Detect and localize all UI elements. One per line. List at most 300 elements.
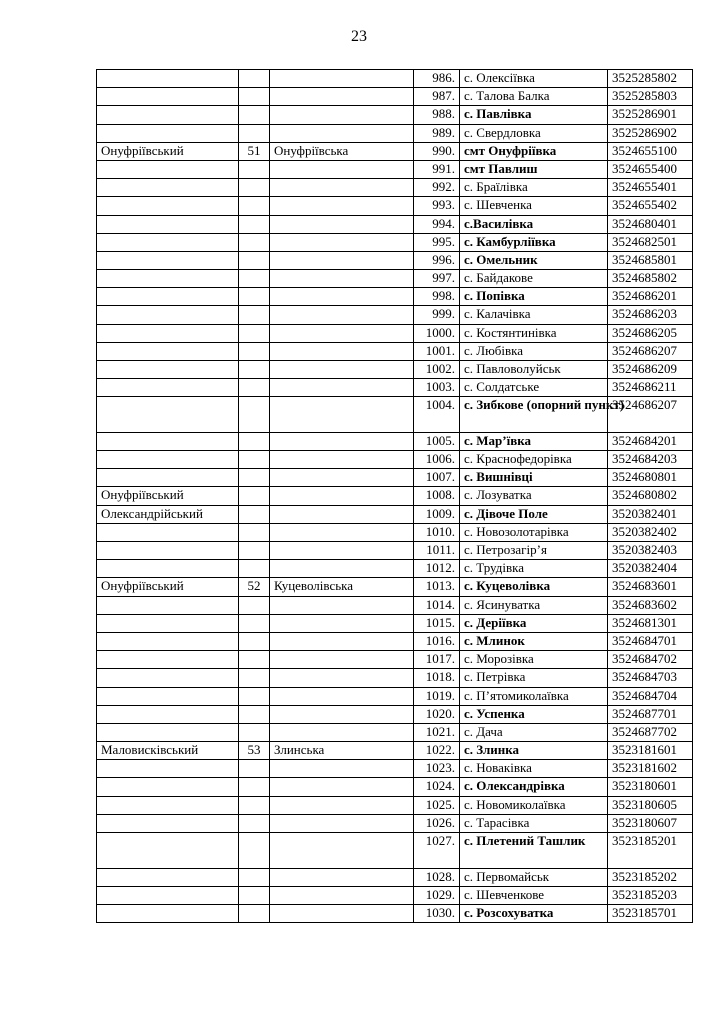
table-row (97, 904, 693, 922)
community-cell (270, 306, 414, 324)
koatuu-code-cell: 3523180605 (608, 796, 693, 814)
community-index-cell (239, 288, 270, 306)
locality-cell: смт Павлиш (460, 160, 608, 178)
community-index-cell (239, 705, 270, 723)
community-index-cell: 53 (239, 742, 270, 760)
district-cell (97, 432, 239, 450)
district-cell: Олександрійський (97, 505, 239, 523)
district-cell (97, 197, 239, 215)
community-cell (270, 251, 414, 269)
koatuu-code-cell: 3524684701 (608, 632, 693, 650)
table-row (97, 542, 693, 560)
row-number-cell: 994. (414, 215, 460, 233)
row-number-cell: 990. (414, 142, 460, 160)
table-row (97, 669, 693, 687)
locality-cell: с. Новомиколаївка (460, 796, 608, 814)
locality-cell: с. Новаківка (460, 760, 608, 778)
community-cell (270, 432, 414, 450)
row-number-cell: 1009. (414, 505, 460, 523)
community-index-cell (239, 760, 270, 778)
community-index-cell (239, 814, 270, 832)
community-cell (270, 469, 414, 487)
table-row (97, 723, 693, 741)
row-number-cell: 1025. (414, 796, 460, 814)
koatuu-code-cell: 3524681301 (608, 614, 693, 632)
table-row (97, 560, 693, 578)
table-body (97, 70, 693, 923)
locality-cell: с. Омельник (460, 251, 608, 269)
community-cell (270, 361, 414, 379)
district-cell (97, 705, 239, 723)
community-cell (270, 814, 414, 832)
koatuu-code-cell: 3524687701 (608, 705, 693, 723)
locality-cell: с. Мар’ївка (460, 432, 608, 450)
community-cell (270, 596, 414, 614)
locality-cell: с. Шевченкове (460, 886, 608, 904)
community-index-cell (239, 687, 270, 705)
community-cell (270, 651, 414, 669)
row-number-cell: 1028. (414, 868, 460, 886)
table-row (97, 288, 693, 306)
row-number-cell: 1014. (414, 596, 460, 614)
district-cell: Маловисківський (97, 742, 239, 760)
row-number-cell: 999. (414, 306, 460, 324)
row-number-cell: 986. (414, 70, 460, 88)
row-number-cell: 1023. (414, 760, 460, 778)
locality-cell: с. Тарасівка (460, 814, 608, 832)
district-cell (97, 270, 239, 288)
table-row (97, 760, 693, 778)
table-row (97, 705, 693, 723)
row-number-cell: 1003. (414, 379, 460, 397)
koatuu-code-cell: 3524655402 (608, 197, 693, 215)
district-cell (97, 397, 239, 433)
community-index-cell (239, 614, 270, 632)
locality-cell: с. П’ятомиколаївка (460, 687, 608, 705)
koatuu-code-cell: 3525286902 (608, 124, 693, 142)
table-row (97, 578, 693, 596)
district-cell (97, 233, 239, 251)
table-row (97, 687, 693, 705)
community-cell (270, 487, 414, 505)
community-cell (270, 778, 414, 796)
community-cell (270, 379, 414, 397)
community-index-cell (239, 523, 270, 541)
locality-cell: с. Байдакове (460, 270, 608, 288)
community-index-cell (239, 487, 270, 505)
locality-cell: с. Лозуватка (460, 487, 608, 505)
locality-cell: с. Калачівка (460, 306, 608, 324)
locality-register-table (96, 69, 693, 923)
locality-cell: с. Петрівка (460, 669, 608, 687)
community-cell (270, 179, 414, 197)
community-cell (270, 760, 414, 778)
community-cell (270, 560, 414, 578)
community-cell (270, 542, 414, 560)
district-cell (97, 904, 239, 922)
row-number-cell: 1006. (414, 451, 460, 469)
district-cell (97, 833, 239, 869)
table-row (97, 270, 693, 288)
table-row (97, 505, 693, 523)
koatuu-code-cell: 3524680801 (608, 469, 693, 487)
community-cell (270, 687, 414, 705)
district-cell (97, 523, 239, 541)
community-index-cell (239, 796, 270, 814)
table-row (97, 160, 693, 178)
district-cell (97, 651, 239, 669)
locality-cell: с. Дівоче Поле (460, 505, 608, 523)
koatuu-code-cell: 3524686205 (608, 324, 693, 342)
community-cell: Злинська (270, 742, 414, 760)
community-index-cell (239, 868, 270, 886)
district-cell (97, 796, 239, 814)
row-number-cell: 996. (414, 251, 460, 269)
table-row (97, 796, 693, 814)
community-index-cell (239, 160, 270, 178)
koatuu-code-cell: 3523181602 (608, 760, 693, 778)
locality-cell: с. Талова Балка (460, 88, 608, 106)
community-index-cell (239, 669, 270, 687)
district-cell (97, 542, 239, 560)
locality-cell: с. Любівка (460, 342, 608, 360)
table-row (97, 432, 693, 450)
koatuu-code-cell: 3524686201 (608, 288, 693, 306)
community-index-cell (239, 778, 270, 796)
table-row (97, 487, 693, 505)
community-index-cell (239, 124, 270, 142)
community-index-cell (239, 632, 270, 650)
locality-cell: с. Розсохуватка (460, 904, 608, 922)
community-index-cell (239, 179, 270, 197)
locality-cell: с. Солдатське (460, 379, 608, 397)
row-number-cell: 1029. (414, 886, 460, 904)
community-cell (270, 270, 414, 288)
locality-cell: с. Деріївка (460, 614, 608, 632)
community-cell (270, 160, 414, 178)
district-cell (97, 215, 239, 233)
community-index-cell (239, 306, 270, 324)
row-number-cell: 988. (414, 106, 460, 124)
community-cell (270, 723, 414, 741)
community-index-cell (239, 251, 270, 269)
locality-cell: с. Морозівка (460, 651, 608, 669)
row-number-cell: 1001. (414, 342, 460, 360)
table-row (97, 251, 693, 269)
table-row (97, 469, 693, 487)
table-row (97, 778, 693, 796)
locality-cell: с. Новозолотарівка (460, 523, 608, 541)
district-cell (97, 814, 239, 832)
row-number-cell: 1018. (414, 669, 460, 687)
row-number-cell: 1002. (414, 361, 460, 379)
locality-cell: с. Плетений Ташлик (460, 833, 608, 869)
locality-cell: с. Павлівка (460, 106, 608, 124)
community-index-cell (239, 723, 270, 741)
page-number: 23 (351, 28, 367, 45)
koatuu-code-cell: 3524683601 (608, 578, 693, 596)
district-cell (97, 632, 239, 650)
koatuu-code-cell: 3520382404 (608, 560, 693, 578)
district-cell (97, 469, 239, 487)
community-cell (270, 397, 414, 433)
koatuu-code-cell: 3524687702 (608, 723, 693, 741)
row-number-cell: 1027. (414, 833, 460, 869)
district-cell (97, 124, 239, 142)
table-row (97, 886, 693, 904)
community-index-cell (239, 469, 270, 487)
district-cell (97, 251, 239, 269)
community-cell (270, 833, 414, 869)
community-cell (270, 106, 414, 124)
table-row (97, 70, 693, 88)
koatuu-code-cell: 3524683602 (608, 596, 693, 614)
community-index-cell (239, 215, 270, 233)
row-number-cell: 1005. (414, 432, 460, 450)
community-index-cell (239, 432, 270, 450)
row-number-cell: 1015. (414, 614, 460, 632)
community-cell (270, 523, 414, 541)
koatuu-code-cell: 3524686203 (608, 306, 693, 324)
table-row (97, 596, 693, 614)
district-cell (97, 306, 239, 324)
row-number-cell: 1020. (414, 705, 460, 723)
district-cell (97, 614, 239, 632)
koatuu-code-cell: 3524685801 (608, 251, 693, 269)
community-cell (270, 505, 414, 523)
table-row (97, 88, 693, 106)
koatuu-code-cell: 3523181601 (608, 742, 693, 760)
row-number-cell: 1004. (414, 397, 460, 433)
table-row (97, 215, 693, 233)
locality-cell: с. Петрозагір’я (460, 542, 608, 560)
koatuu-code-cell: 3524655401 (608, 179, 693, 197)
table-row (97, 742, 693, 760)
community-index-cell (239, 233, 270, 251)
koatuu-code-cell: 3524686211 (608, 379, 693, 397)
community-index-cell (239, 651, 270, 669)
koatuu-code-cell: 3520382402 (608, 523, 693, 541)
koatuu-code-cell: 3524686207 (608, 397, 693, 433)
district-cell (97, 596, 239, 614)
community-index-cell (239, 596, 270, 614)
community-index-cell (239, 886, 270, 904)
district-cell (97, 868, 239, 886)
locality-cell: с. Олексіївка (460, 70, 608, 88)
koatuu-code-cell: 3524686207 (608, 342, 693, 360)
table-row (97, 614, 693, 632)
community-index-cell (239, 324, 270, 342)
community-index-cell (239, 505, 270, 523)
row-number-cell: 1012. (414, 560, 460, 578)
row-number-cell: 991. (414, 160, 460, 178)
district-cell (97, 342, 239, 360)
table-row (97, 342, 693, 360)
locality-cell: с. Успенка (460, 705, 608, 723)
table-row (97, 233, 693, 251)
locality-cell: с. Олександрівка (460, 778, 608, 796)
district-cell: Онуфріївський (97, 578, 239, 596)
locality-cell: с. Камбурліївка (460, 233, 608, 251)
row-number-cell: 1022. (414, 742, 460, 760)
koatuu-code-cell: 3525286901 (608, 106, 693, 124)
row-number-cell: 1008. (414, 487, 460, 505)
community-cell: Онуфріївська (270, 142, 414, 160)
row-number-cell: 1010. (414, 523, 460, 541)
community-index-cell (239, 904, 270, 922)
locality-cell: с. Шевченка (460, 197, 608, 215)
community-cell (270, 886, 414, 904)
table-row (97, 632, 693, 650)
row-number-cell: 1013. (414, 578, 460, 596)
district-cell (97, 361, 239, 379)
locality-cell: с. Злинка (460, 742, 608, 760)
koatuu-code-cell: 3524684203 (608, 451, 693, 469)
koatuu-code-cell: 3523180601 (608, 778, 693, 796)
locality-cell: смт Онуфріївка (460, 142, 608, 160)
koatuu-code-cell: 3525285802 (608, 70, 693, 88)
community-cell (270, 796, 414, 814)
row-number-cell: 1021. (414, 723, 460, 741)
community-index-cell (239, 833, 270, 869)
locality-cell: с. Краснофедорівка (460, 451, 608, 469)
community-cell (270, 124, 414, 142)
community-index-cell (239, 451, 270, 469)
district-cell (97, 451, 239, 469)
table-row (97, 814, 693, 832)
district-cell (97, 560, 239, 578)
community-index-cell (239, 397, 270, 433)
table-row (97, 651, 693, 669)
row-number-cell: 1026. (414, 814, 460, 832)
district-cell (97, 669, 239, 687)
community-cell (270, 669, 414, 687)
district-cell (97, 288, 239, 306)
district-cell (97, 760, 239, 778)
community-index-cell (239, 560, 270, 578)
table-row (97, 142, 693, 160)
locality-cell: с. Дача (460, 723, 608, 741)
table-row (97, 868, 693, 886)
row-number-cell: 1000. (414, 324, 460, 342)
community-cell (270, 70, 414, 88)
community-cell (270, 215, 414, 233)
koatuu-code-cell: 3524655400 (608, 160, 693, 178)
community-cell (270, 197, 414, 215)
locality-cell: с. Ясинуватка (460, 596, 608, 614)
table-row (97, 197, 693, 215)
community-index-cell: 52 (239, 578, 270, 596)
district-cell (97, 179, 239, 197)
koatuu-code-cell: 3524684703 (608, 669, 693, 687)
locality-cell: с. Попівка (460, 288, 608, 306)
table-row (97, 379, 693, 397)
koatuu-code-cell: 3524655100 (608, 142, 693, 160)
community-index-cell (239, 270, 270, 288)
community-index-cell (239, 342, 270, 360)
row-number-cell: 1030. (414, 904, 460, 922)
table-row (97, 361, 693, 379)
district-cell: Онуфріївський (97, 142, 239, 160)
district-cell (97, 88, 239, 106)
koatuu-code-cell: 3524682501 (608, 233, 693, 251)
locality-cell: с. Павловолуйськ (460, 361, 608, 379)
koatuu-code-cell: 3520382401 (608, 505, 693, 523)
community-index-cell: 51 (239, 142, 270, 160)
locality-cell: с. Костянтинівка (460, 324, 608, 342)
district-cell (97, 886, 239, 904)
row-number-cell: 1024. (414, 778, 460, 796)
koatuu-code-cell: 3524686209 (608, 361, 693, 379)
row-number-cell: 995. (414, 233, 460, 251)
community-index-cell (239, 88, 270, 106)
community-cell (270, 632, 414, 650)
community-cell (270, 614, 414, 632)
district-cell: Онуфріївський (97, 487, 239, 505)
district-cell (97, 106, 239, 124)
locality-cell: с. Свердловка (460, 124, 608, 142)
row-number-cell: 1016. (414, 632, 460, 650)
row-number-cell: 997. (414, 270, 460, 288)
locality-cell: с.Василівка (460, 215, 608, 233)
koatuu-code-cell: 3523185701 (608, 904, 693, 922)
row-number-cell: 989. (414, 124, 460, 142)
koatuu-code-cell: 3524680802 (608, 487, 693, 505)
locality-cell: с. Куцеволівка (460, 578, 608, 596)
koatuu-code-cell: 3524684704 (608, 687, 693, 705)
district-cell (97, 379, 239, 397)
row-number-cell: 1011. (414, 542, 460, 560)
community-cell (270, 88, 414, 106)
district-cell (97, 723, 239, 741)
community-index-cell (239, 542, 270, 560)
community-cell (270, 233, 414, 251)
community-index-cell (239, 361, 270, 379)
table-row (97, 397, 693, 433)
district-cell (97, 778, 239, 796)
row-number-cell: 1007. (414, 469, 460, 487)
locality-cell: с. Вишнівці (460, 469, 608, 487)
table-row (97, 833, 693, 869)
locality-cell: с. Трудівка (460, 560, 608, 578)
koatuu-code-cell: 3524685802 (608, 270, 693, 288)
table-row (97, 306, 693, 324)
koatuu-code-cell: 3524680401 (608, 215, 693, 233)
table-row (97, 451, 693, 469)
locality-cell: с. Первомайськ (460, 868, 608, 886)
koatuu-code-cell: 3523185201 (608, 833, 693, 869)
koatuu-code-cell: 3523185203 (608, 886, 693, 904)
row-number-cell: 1017. (414, 651, 460, 669)
district-cell (97, 687, 239, 705)
koatuu-code-cell: 3524684201 (608, 432, 693, 450)
community-cell (270, 904, 414, 922)
community-cell: Куцеволівська (270, 578, 414, 596)
community-cell (270, 705, 414, 723)
community-cell (270, 868, 414, 886)
row-number-cell: 998. (414, 288, 460, 306)
community-index-cell (239, 70, 270, 88)
community-index-cell (239, 379, 270, 397)
table-row (97, 324, 693, 342)
community-cell (270, 451, 414, 469)
locality-cell: с. Браїлівка (460, 179, 608, 197)
table-row (97, 106, 693, 124)
community-cell (270, 342, 414, 360)
table-row (97, 523, 693, 541)
row-number-cell: 992. (414, 179, 460, 197)
table-row (97, 179, 693, 197)
